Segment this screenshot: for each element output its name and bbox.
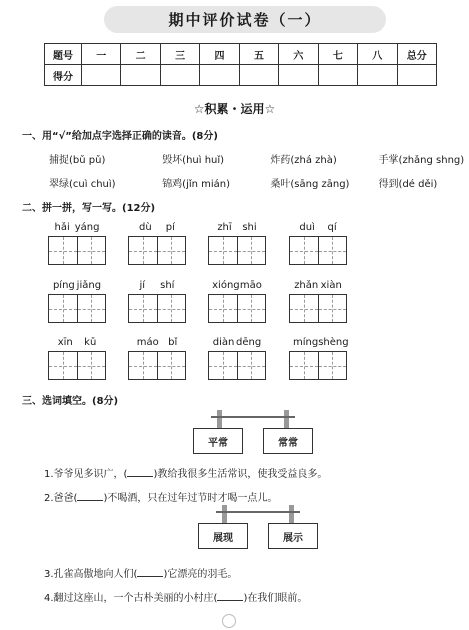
score-header-cell: 八 [358,44,397,65]
score-cell[interactable] [82,65,121,86]
writing-grid[interactable] [208,351,266,380]
pinyin-label: zhī shi [217,222,257,233]
word-option[interactable]: 常常 [263,428,313,454]
section-title: ☆积累・运用☆ [193,102,276,116]
writing-grid[interactable] [289,236,347,265]
word-option[interactable]: 展现 [198,523,248,549]
q3-sentence-1: 1.爷爷见多识广，( )教给我很多生活常识，使我受益良多。 [44,465,327,480]
score-header-cell: 二 [121,44,160,65]
writing-grid[interactable] [128,294,186,323]
q1-item[interactable]: 手掌(zhǎng shng) [378,155,465,166]
q1-item[interactable]: 得到(dé děi) [378,179,438,190]
q2-heading: 二、拼一拼，写一写。(12分) [22,203,156,214]
writing-grid[interactable] [128,236,186,265]
score-cell[interactable] [239,65,278,86]
pinyin-label: zhǎn xiàn [294,280,342,291]
score-header-cell: 五 [239,44,278,65]
writing-grid[interactable] [48,294,106,323]
writing-grid[interactable] [208,294,266,323]
pinyin-word-block [128,337,186,380]
writing-grid[interactable] [48,351,106,380]
score-cell[interactable] [200,65,239,86]
score-table [44,43,437,86]
page-mark-icon [222,614,236,628]
score-header-cell: 四 [200,44,239,65]
score-table-score-row [45,65,437,86]
score-cell[interactable] [279,65,318,86]
writing-grid[interactable] [48,236,106,265]
score-header-cell: 一 [82,44,121,65]
pinyin-label: duì qí [299,222,337,233]
pinyin-label: xīn kǔ [57,337,97,348]
fill-blank[interactable] [137,566,163,577]
q1-heading: 一、用“√”给加点字选择正确的读音。(8分) [22,131,218,142]
score-header-cell: 总分 [397,44,437,65]
writing-grid[interactable] [208,236,266,265]
fill-blank[interactable] [77,490,103,501]
fill-blank[interactable] [217,590,243,601]
pinyin-label: hǎi yáng [54,222,100,233]
pinyin-label: píng jiǎng [52,280,102,291]
pinyin-word-block [289,337,347,380]
pinyin-label: míng shèng [293,337,349,348]
pinyin-label: máo bǐ [136,337,178,348]
pinyin-label: dù pí [139,222,175,233]
writing-grid[interactable] [289,351,347,380]
q1-row-2 [49,175,437,190]
score-header-cell: 七 [318,44,357,65]
q1-item[interactable]: 炸药(zhá zhà) [270,155,337,166]
score-header-cell: 六 [279,44,318,65]
score-cell[interactable] [121,65,160,86]
pinyin-word-block [289,280,347,323]
pinyin-word-block [128,280,186,323]
pinyin-word-block [208,222,266,265]
word-choice-hanger [198,505,318,553]
q3-sentence-3: 3.孔雀高傲地向人们( )它漂亮的羽毛。 [44,565,237,580]
fill-blank[interactable] [127,466,153,477]
pinyin-word-block [289,222,347,265]
q3-sentence-2: 2.爸爸( )不喝酒，只在过年过节时才喝一点儿。 [44,489,277,504]
q1-item[interactable]: 毁坏(huì huǐ) [162,155,225,166]
pinyin-word-block [208,337,266,380]
score-table-header-row [45,44,437,65]
score-cell[interactable] [358,65,397,86]
q1-row-1 [49,151,464,166]
pinyin-word-block [208,280,266,323]
q1-item[interactable]: 锦鸡(jǐn mián) [162,179,231,190]
q1-item[interactable]: 翠绿(cuì chuì) [49,179,116,190]
score-header-cell: 题号 [45,44,82,65]
q1-item[interactable]: 桑叶(sāng zāng) [270,179,350,190]
writing-grid[interactable] [289,294,347,323]
score-cell[interactable] [397,65,437,86]
score-cell[interactable] [318,65,357,86]
pinyin-label: xióng māo [212,280,262,291]
pinyin-word-block [48,222,106,265]
q3-heading: 三、选词填空。(8分) [22,396,119,407]
pinyin-word-block [48,337,106,380]
score-cell[interactable] [160,65,199,86]
q1-item[interactable]: 捕捉(bǔ pǔ) [49,155,106,166]
word-option[interactable]: 平常 [193,428,243,454]
writing-grid[interactable] [128,351,186,380]
score-header-cell: 三 [160,44,199,65]
pinyin-word-block [128,222,186,265]
pinyin-label: jí shí [139,280,175,291]
word-option[interactable]: 展示 [268,523,318,549]
pinyin-label: diàn dēng [212,337,262,348]
score-label-cell: 得分 [45,65,82,86]
exam-title: 期中评价试卷（一） [104,6,386,33]
q3-sentence-4: 4.翻过这座山，一个古朴美丽的小村庄( )在我们眼前。 [44,589,307,604]
word-choice-hanger [193,410,313,458]
pinyin-word-block [48,280,106,323]
